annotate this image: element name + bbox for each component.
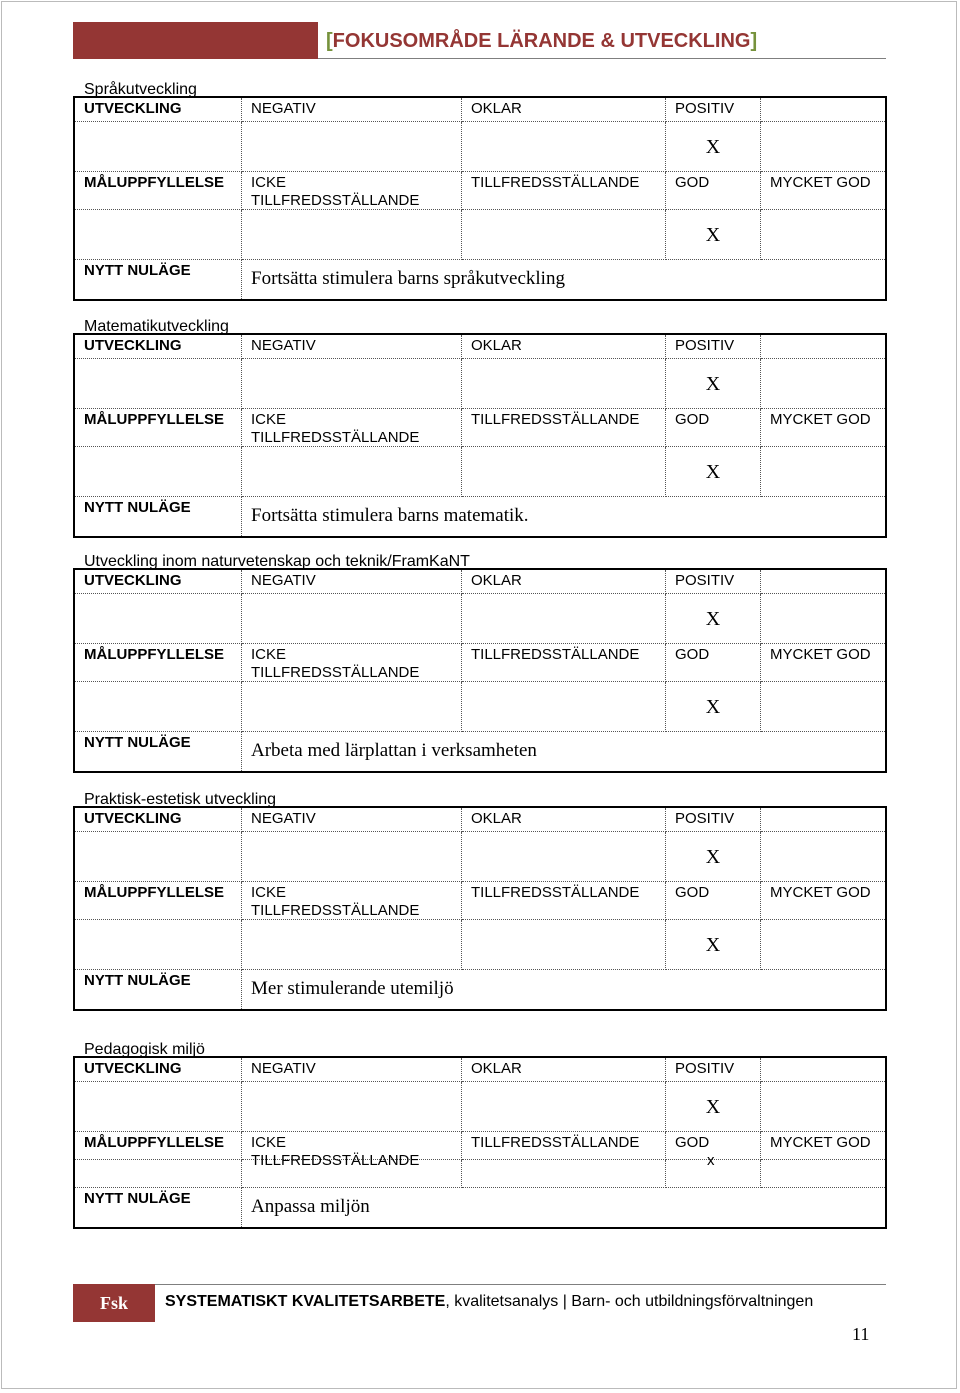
label-negativ: NEGATIV [242, 570, 462, 594]
label-maluppfyllelse: MÅLUPPFYLLELSE [75, 1132, 242, 1160]
empty-cell [761, 210, 885, 260]
label-oklar: OKLAR [462, 570, 666, 594]
label-nytt-nulage: NYTT NULÄGE [75, 260, 242, 299]
section-heading: Matematikutveckling [84, 318, 229, 335]
label-negativ: NEGATIV [242, 1058, 462, 1082]
nytt-nulage-note: Fortsätta stimulera barns språkutveckling [251, 268, 565, 289]
empty-cell [462, 920, 666, 970]
empty-cell [75, 122, 242, 172]
empty-cell [242, 210, 462, 260]
empty-cell [761, 1082, 885, 1132]
label-positiv: POSITIV [666, 1058, 761, 1082]
label-positiv: POSITIV [666, 98, 761, 122]
label-god: GOD [666, 409, 761, 447]
label-tillfredsstallande: TILLFREDSSTÄLLANDE [462, 644, 666, 682]
empty-cell [75, 1082, 242, 1132]
mark-god: x [707, 1152, 715, 1169]
icke-line2: TILLFREDSSTÄLLANDE [251, 1152, 420, 1169]
page-number: 11 [852, 1324, 870, 1344]
label-utveckling: UTVECKLING [75, 1058, 242, 1082]
label-nytt-nulage: NYTT NULÄGE [75, 732, 242, 771]
empty-cell [462, 594, 666, 644]
label-maluppfyllelse: MÅLUPPFYLLELSE [75, 409, 242, 447]
label-negativ: NEGATIV [242, 335, 462, 359]
label-negativ: NEGATIV [242, 808, 462, 832]
empty-cell [242, 359, 462, 409]
mark-positiv: X [666, 1082, 761, 1132]
empty-cell [75, 682, 242, 732]
label-maluppfyllelse: MÅLUPPFYLLELSE [75, 172, 242, 210]
empty-cell [75, 1160, 242, 1188]
footer-rule [155, 1284, 886, 1285]
section-heading: Språkutveckling [84, 81, 197, 98]
empty-cell [75, 832, 242, 882]
label-god: GOD [666, 172, 761, 210]
label-maluppfyllelse: MÅLUPPFYLLELSE [75, 882, 242, 920]
mark-god: X [666, 447, 761, 497]
title-bracket-close: ] [750, 30, 758, 52]
title-bracket-open: [ [326, 30, 333, 52]
empty-cell [242, 1160, 462, 1188]
empty-cell [462, 447, 666, 497]
label-mycket-god: MYCKET GOD [761, 644, 885, 682]
label-nytt-nulage: NYTT NULÄGE [75, 497, 242, 536]
evaluation-table [73, 333, 887, 538]
title-text: FOKUSOMRÅDE LÄRANDE & UTVECKLING [332, 30, 751, 52]
evaluation-table [73, 568, 887, 773]
empty-cell [75, 594, 242, 644]
label-god: GOD [666, 882, 761, 920]
label-icke-tillfredsstallande [242, 882, 462, 920]
empty-cell [462, 832, 666, 882]
label-icke-tillfredsstallande [242, 644, 462, 682]
label-positiv: POSITIV [666, 808, 761, 832]
mark-positiv: X [666, 359, 761, 409]
footer-title-bold: SYSTEMATISKT KVALITETSARBETE [165, 1293, 446, 1310]
empty-cell [761, 359, 885, 409]
empty-cell [242, 447, 462, 497]
label-nytt-nulage: NYTT NULÄGE [75, 970, 242, 1009]
label-maluppfyllelse: MÅLUPPFYLLELSE [75, 644, 242, 682]
empty-cell [462, 682, 666, 732]
icke-line2: TILLFREDSSTÄLLANDE [251, 192, 420, 209]
section-heading: Praktisk-estetisk utveckling [84, 791, 277, 808]
empty-cell [761, 1058, 885, 1082]
empty-cell [242, 594, 462, 644]
footer-logo: Fsk [73, 1284, 155, 1322]
nytt-nulage-note: Arbeta med lärplattan i verksamheten [251, 740, 537, 761]
icke-line1: ICKE [251, 174, 287, 191]
page-title [326, 26, 886, 58]
header-color-bar [73, 22, 318, 59]
empty-cell [242, 832, 462, 882]
label-god: GOD [666, 644, 761, 682]
label-nytt-nulage: NYTT NULÄGE [75, 1188, 242, 1227]
empty-cell [761, 98, 885, 122]
label-utveckling: UTVECKLING [75, 570, 242, 594]
section-heading: Pedagogisk miljö [84, 1041, 205, 1058]
label-oklar: OKLAR [462, 1058, 666, 1082]
empty-cell [242, 920, 462, 970]
empty-cell [75, 210, 242, 260]
empty-cell [75, 359, 242, 409]
label-oklar: OKLAR [462, 335, 666, 359]
label-negativ: NEGATIV [242, 98, 462, 122]
icke-line1: ICKE [251, 411, 287, 428]
icke-line1: ICKE [251, 646, 287, 663]
empty-cell [462, 1082, 666, 1132]
empty-cell [666, 1160, 761, 1188]
evaluation-table [73, 96, 887, 301]
empty-cell [242, 682, 462, 732]
mark-god: X [666, 920, 761, 970]
label-icke-tillfredsstallande [242, 172, 462, 210]
nytt-nulage-note: Anpassa miljön [251, 1196, 370, 1217]
empty-cell [75, 447, 242, 497]
empty-cell [75, 920, 242, 970]
empty-cell [761, 447, 885, 497]
mark-god: X [666, 682, 761, 732]
nytt-nulage-note: Fortsätta stimulera barns matematik. [251, 505, 529, 526]
empty-cell [761, 570, 885, 594]
empty-cell [462, 122, 666, 172]
empty-cell [761, 122, 885, 172]
label-god [666, 1132, 761, 1169]
label-icke-tillfredsstallande [242, 409, 462, 447]
icke-line2: TILLFREDSSTÄLLANDE [251, 902, 420, 919]
evaluation-table [73, 1056, 887, 1229]
label-mycket-god: MYCKET GOD [761, 1132, 885, 1160]
evaluation-table [73, 806, 887, 1011]
empty-cell [761, 682, 885, 732]
header-rule [318, 58, 886, 59]
empty-cell [242, 1082, 462, 1132]
empty-cell [462, 359, 666, 409]
label-tillfredsstallande: TILLFREDSSTÄLLANDE [462, 172, 666, 210]
empty-cell [761, 920, 885, 970]
label-tillfredsstallande: TILLFREDSSTÄLLANDE [462, 409, 666, 447]
label-mycket-god: MYCKET GOD [761, 409, 885, 447]
section-heading: Utveckling inom naturvetenskap och teknik/FramKaNT [84, 553, 470, 570]
icke-line2: TILLFREDSSTÄLLANDE [251, 429, 420, 446]
mark-positiv: X [666, 122, 761, 172]
empty-cell [761, 808, 885, 832]
empty-cell [761, 1160, 885, 1188]
label-utveckling: UTVECKLING [75, 98, 242, 122]
label-positiv: POSITIV [666, 570, 761, 594]
label-mycket-god: MYCKET GOD [761, 172, 885, 210]
nytt-nulage-note: Mer stimulerande utemiljö [251, 978, 454, 999]
icke-line1: ICKE [251, 1134, 287, 1151]
god-text: GOD [675, 1134, 710, 1151]
footer-title-rest: , kvalitetsanalys | Barn- och utbildningsförvaltningen [445, 1293, 814, 1310]
label-mycket-god: MYCKET GOD [761, 882, 885, 920]
empty-cell [761, 594, 885, 644]
footer-text [165, 1292, 813, 1312]
icke-line2: TILLFREDSSTÄLLANDE [251, 664, 420, 681]
label-tillfredsstallande: TILLFREDSSTÄLLANDE [462, 882, 666, 920]
mark-positiv: X [666, 832, 761, 882]
empty-cell [462, 1160, 666, 1188]
mark-positiv: X [666, 594, 761, 644]
label-positiv: POSITIV [666, 335, 761, 359]
label-oklar: OKLAR [462, 808, 666, 832]
icke-line1: ICKE [251, 884, 287, 901]
label-icke-tillfredsstallande [242, 1132, 462, 1169]
label-utveckling: UTVECKLING [75, 808, 242, 832]
label-oklar: OKLAR [462, 98, 666, 122]
empty-cell [761, 832, 885, 882]
mark-god: X [666, 210, 761, 260]
empty-cell [242, 122, 462, 172]
label-utveckling: UTVECKLING [75, 335, 242, 359]
label-tillfredsstallande: TILLFREDSSTÄLLANDE [462, 1132, 666, 1160]
empty-cell [761, 335, 885, 359]
empty-cell [462, 210, 666, 260]
